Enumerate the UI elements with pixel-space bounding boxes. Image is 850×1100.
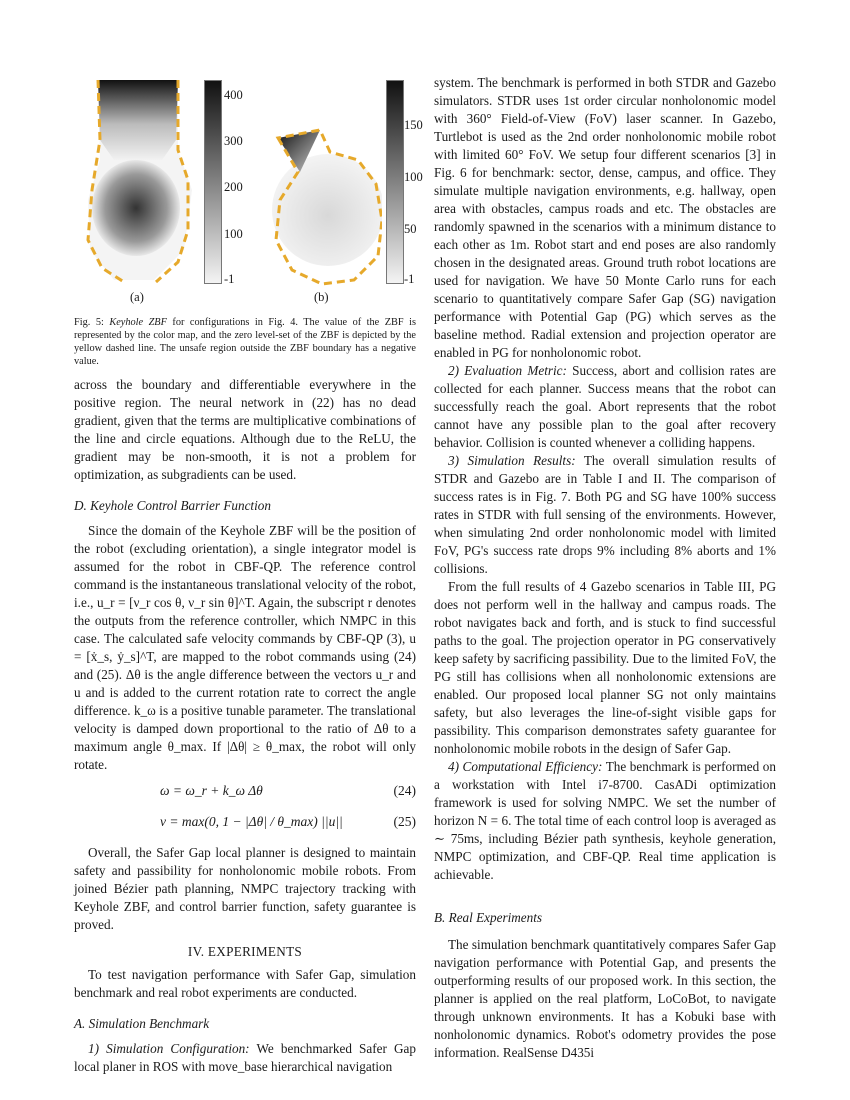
caption-text: for configurations in Fig. 4. The value of the ZBF is represented by the color map, and the zero level-set of the ZBF is depicted by the yellow dashed line. The unsafe region outside the ZBF boundary has a negative value. <box>74 317 416 367</box>
colorbar-a-tick: 200 <box>224 180 243 194</box>
paragraph-lead: 2) Evaluation Metric: <box>448 363 567 378</box>
right-column <box>434 74 776 1062</box>
zbf-heatmap-b <box>270 80 382 288</box>
paragraph <box>434 362 776 452</box>
paragraph: system. The benchmark is performed in both STDR and Gazebo simulators. STDR uses 1st order circular nonholonomic model with 360° Field-of-View (FoV) laser scanner. In Gazebo, Turtlebot is used as the 2nd order nonholonomic mobile robot with limited 60° FoV. We setup four different scenarios [3] in Fig. 6 for benchmark: sector, dense, campus, and office. They simulate multiple navigation environments, e.g. hallway, open area with obstacles, campus roads and etc. The obstacles are randomly spawned in the scenarios with a minimum distance to each other as 1m. Robot start and end poses are also randomly chosen in the designated areas. Ground truth robot locations are used for navigation. We have 50 Monte Carlo runs for each scenario to quantitatively compare Safer Gap (SG) navigation performance with Potential Gap (PG) which serves as the baseline method. Radial extension and projection operator are enabled in PG for nonholonomic robot. <box>434 75 776 360</box>
equation-body: ν = max(0, 1 − |Δθ| / θ_max) ||u|| <box>160 814 343 829</box>
paragraph-lead: 3) Simulation Results: <box>448 453 576 468</box>
section-heading: IV. EXPERIMENTS <box>187 944 303 959</box>
subfigure-label-b: (b) <box>314 290 329 304</box>
colorbar-b-tick: 100 <box>404 170 423 184</box>
colorbar-a-tick: 300 <box>224 134 243 148</box>
subsection-heading: B. Real Experiments <box>434 910 543 925</box>
subsection-heading: D. Keyhole Control Barrier Function <box>74 498 271 513</box>
paragraph <box>434 758 776 884</box>
zbf-heatmap-a <box>84 80 196 288</box>
paragraph-text: We benchmarked Safer Gap local planer in ROS with move_base hierarchical navigation <box>74 1041 416 1074</box>
paragraph: From the full results of 4 Gazebo scenarios in Table III, PG does not perform well in the hallway and campus roads. The robot navigates back and forth, and is stuck to find successful paths to the goal. The projection operator in PG conservatively keep safety by sacrificing passibility. Due to the limited FoV, the PG still has collisions when all nonholonomic extensions are enabled. Our proposed local planner SG not only maintains safety, but also leverages the line-of-sight visible gaps for passibility. This comparison demonstrates safety guarantee for nonholonomic mobile robots in the design of Safer Gap. <box>434 579 776 756</box>
equation-number: (24) <box>393 783 416 798</box>
zbf-map-b <box>270 80 382 288</box>
paragraph <box>74 1040 416 1076</box>
left-column <box>74 74 423 1076</box>
equation-number: (25) <box>393 814 416 829</box>
equation-body: ω = ω_r + k_ω Δθ <box>160 783 263 798</box>
paragraph: To test navigation performance with Safer Gap, simulation benchmark and real robot experiments are conducted. <box>74 967 416 1000</box>
colorbar-b-tick: 50 <box>404 222 417 236</box>
caption-label: Fig. 5: <box>74 317 104 328</box>
equation-25 <box>74 804 416 844</box>
paragraph-lead: 1) Simulation Configuration: <box>88 1041 250 1056</box>
subfigure-label-a: (a) <box>130 290 144 304</box>
colorbar-a-tick: -1 <box>224 272 235 286</box>
paragraph: The simulation benchmark quantitatively compares Safer Gap navigation performance with Potential Gap, and presents the outperforming results of our proposed work. In this section, the planner is applied on the real platform, LoCoBot, to navigate through unknown environments. It has a Kobuki base with nonholonomic dynamics. Robot's odometry provides the pose information. RealSense D435i <box>434 937 776 1060</box>
equation-24 <box>74 780 416 804</box>
figure-caption <box>74 316 416 368</box>
paragraph-text: The overall simulation results of STDR and Gazebo are in Table I and II. The comparison of success rates is in Fig. 7. Both PG and SG have 100% success rates in STDR with full sensing of the environments. However, when simulating 2nd order nonholonomic model with limited FoV, PG's success rate drops 9% including 8% aborts and 1% collisions. <box>434 453 776 576</box>
paragraph-text: The benchmark is performed on a workstation with Intel i7-8700. CasADi optimization framework is used for solving NMPC. We set the number of horizon N = 6. The total time of each control loop is averaged as ∼ 75ms, including Bézier path synthesis, keyhole generation, NMPC optimization, and CBF-QP. Real time application is achievable. <box>434 759 776 882</box>
paragraph: Overall, the Safer Gap local planner is designed to maintain safety and passibility for nonholonomic mobile robots. From joined Bézier path planning, NMPC trajectory tracking with Keyhole ZBF, and control barrier function, safety guarantee is proved. <box>74 845 416 932</box>
subsection-heading: A. Simulation Benchmark <box>74 1016 210 1031</box>
paragraph-lead: 4) Computational Efficiency: <box>448 759 603 774</box>
zbf-map-a <box>84 80 196 288</box>
colorbar-b <box>386 80 404 284</box>
paragraph: across the boundary and differentiable everywhere in the positive region. The neural network in (22) has no dead gradient, given that the terms are multiplicative combinations of the line and circle equations. Although due to the ReLU, the gradient may be non-smooth, it is not a problem for optimization, as subgradients can be used. <box>74 377 416 482</box>
caption-emphasis: Keyhole ZBF <box>109 317 167 328</box>
figure-5 <box>74 74 423 306</box>
colorbar-a-tick: 400 <box>224 88 243 102</box>
colorbar-b-tick: -1 <box>404 272 415 286</box>
paragraph: Since the domain of the Keyhole ZBF will be the position of the robot (excluding orientation), a single integrator model is assumed for the robot in CBF-QP. The reference control command is the instantaneous translational velocity of the robot, i.e., u_r = [ν_r cos θ, ν_r sin θ]^T. Again, the subscript r denotes the outputs from the reference controller, which NMPC in this case. The calculated safe velocity commands by CBF-QP (3), u = [ẋ_s, ẏ_s]^T, are mapped to the robot commands using (24) and (25). Δθ is the angle difference between the vectors u_r and u and is added to the current rotation rate to correct the angle difference. k_ω is a positive tunable parameter. The translational velocity is damped down proportional to the ratio of Δθ to a maximum angle θ_max. If |Δθ| ≥ θ_max, the robot will only rotate. <box>74 523 416 772</box>
paragraph-text: Success, abort and collision rates are collected for each planner. Success means that the robot can successfully reach the goal. Abort represents that the robot cannot have any possible plan to the goal after recovery behavior. Collision is counted whenever a colliding happens. <box>434 363 776 450</box>
colorbar-b-tick: 150 <box>404 118 423 132</box>
colorbar-a <box>204 80 222 284</box>
paragraph <box>434 452 776 578</box>
colorbar-a-tick: 100 <box>224 227 243 241</box>
